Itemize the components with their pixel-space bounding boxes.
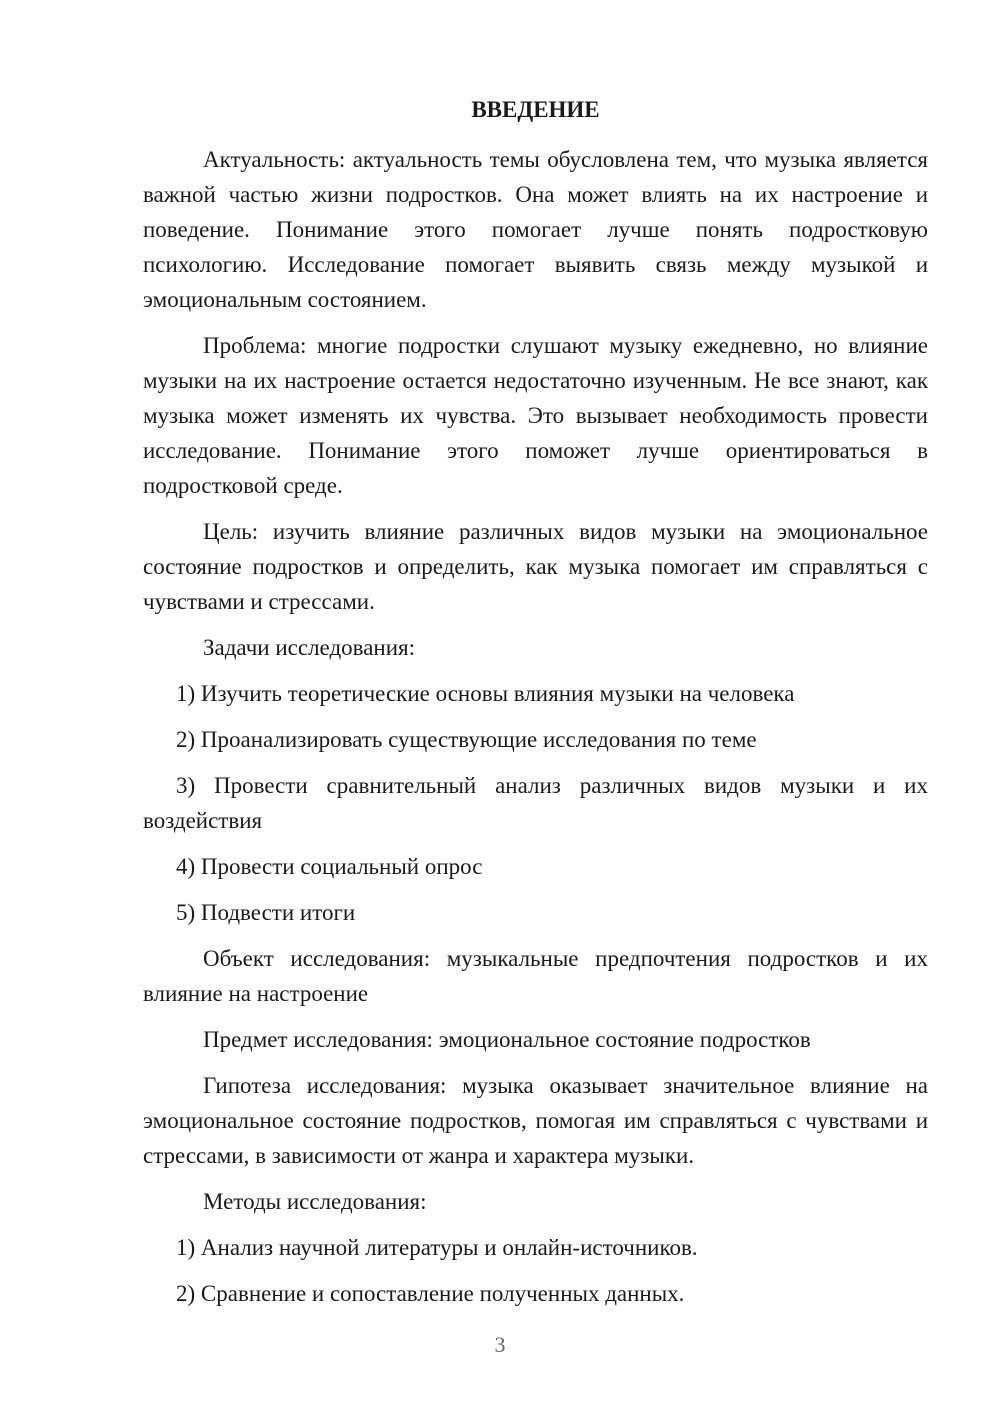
- method-item-1: 1) Анализ научной литературы и онлайн-источников.: [176, 1235, 698, 1260]
- section-title: ВВЕДЕНИЕ: [471, 97, 600, 122]
- task-item-2: 2) Проанализировать существующие исследования по теме: [176, 727, 757, 752]
- methods-heading: Методы исследования:: [203, 1189, 427, 1214]
- method-item-2: 2) Сравнение и сопоставление полученных данных.: [176, 1281, 685, 1306]
- tasks-heading: Задачи исследования:: [203, 635, 416, 660]
- goal-paragraph: Цель: изучить влияние различных видов музыки на эмоциональное состояние подростков и определить, как музыка помогает им справляться с чувствами и стрессами.: [143, 519, 928, 614]
- task-item-3: 3) Провести сравнительный анализ различных видов музыки и их воздействия: [143, 773, 928, 833]
- task-item-4: 4) Провести социальный опрос: [176, 854, 483, 879]
- task-item-5: 5) Подвести итоги: [176, 900, 356, 925]
- relevance-paragraph: Актуальность: актуальность темы обусловлена тем, что музыка является важной частью жизни подростков. Она может влиять на их настроение и поведение. Понимание этого помогает лучше понять подростковую психологию. Исследование помогает выявить связь между музыкой и эмоциональным состоянием.: [143, 147, 928, 312]
- hypothesis-paragraph: Гипотеза исследования: музыка оказывает значительное влияние на эмоциональное состояние подростков, помогая им справляться с чувствами и стрессами, в зависимости от жанра и характера музыки.: [143, 1073, 928, 1168]
- object-paragraph: Объект исследования: музыкальные предпочтения подростков и их влияние на настроение: [143, 946, 928, 1006]
- problem-paragraph: Проблема: многие подростки слушают музыку ежедневно, но влияние музыки на их настроение остается недостаточно изученным. Не все знают, как музыка может изменять их чувства. Это вызывает необходимость провести исследование. Понимание этого поможет лучше ориентироваться в подростковой среде.: [143, 333, 928, 498]
- task-item-1: 1) Изучить теоретические основы влияния музыки на человека: [176, 681, 795, 706]
- page-number: 3: [494, 1332, 506, 1357]
- subject-paragraph: Предмет исследования: эмоциональное состояние подростков: [203, 1027, 811, 1052]
- page-content: [143, 92, 928, 1322]
